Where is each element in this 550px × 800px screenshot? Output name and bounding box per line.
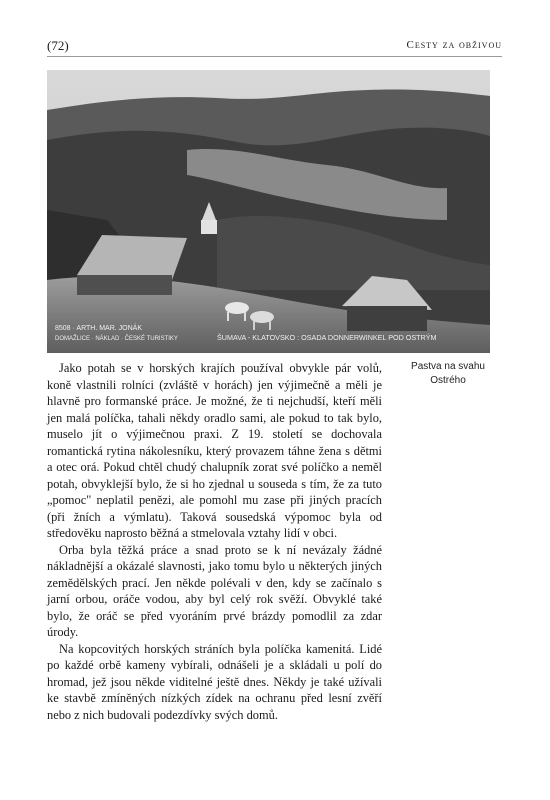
- body-text: [47, 360, 382, 723]
- header-rule: [47, 56, 502, 57]
- photo-caption: [393, 360, 503, 388]
- page-number: (72): [47, 38, 69, 53]
- historical-photo: [47, 70, 490, 353]
- photo-imprint-left-1: 8508 · ARTH. MAR. JONÁK: [55, 325, 143, 332]
- running-head: Cesty za obživou: [406, 39, 502, 51]
- photo-illustration: [47, 70, 490, 353]
- paragraph-2: Orba byla těžká práce a snad proto se k ní nevázaly žádné nákladnější a okázalé slavnosti, jako tomu bylo u některých jiných zemědělských prací. Jen někde polévali v den, kdy se začínalo s jarní orbou, oráče vodou, aby byl celý rok svěží. Obvyklé také bylo, že oráč se před vyoráním prvé brázdy pomodlil za zdar úrody.: [47, 542, 382, 639]
- caption-line-1: Pastva na svahu: [411, 361, 485, 372]
- paragraph-3: Na kopcovitých horských stráních byla políčka kamenitá. Lidé po každé orbě kameny vybírali, odnášeli je a skládali u polí do hromad, jež jsou někde viditelné ještě dnes. Někdy je také užívali ke stavbě zmíněných nízkých zídek na ochranu před lesní zvěří nebo z nich budovali podezdívky svých domů.: [47, 641, 382, 722]
- caption-line-2: Ostrého: [430, 375, 466, 386]
- photo-imprint-right: ŠUMAVA - KLATOVSKO : OSADA DONNERWINKEL POD OSTRÝM: [217, 333, 437, 342]
- photo-imprint-left-2: DOMAŽLICE · NÁKLAD · ČESKÉ TURISTIKY: [55, 336, 178, 342]
- page-header: [47, 38, 502, 56]
- paragraph-1: Jako potah se v horských krajích používal obvykle pár volů, koně vlastnili rolníci (zvláště v horách) jen výjimečně a měli je hlavně pro formanské práce. Je možné, že ti nejchudší, kteří měli jen malá políčka, tahali někdy oradlo sami, ale pokud to tak bylo, muselo jít o výjimečnou praxi. Z 19. století se dochovala romantická rytina nákolesníku, který provazem táhne žena s dětmi a otec orá. Pokud chtěl chudý chalupník zorat své políčko a neměl potah, obvyklejší bylo, že si ho zjednal u souseda s tím, že za tuto „pomoc" neplatil penězi, ale pomohl mu zase při jiných pracích (při žních a výmlatu). Taková sousedská výpomoc byla od středověku naprosto běžná a stmelovala vztahy lidí v obci.: [47, 361, 382, 540]
